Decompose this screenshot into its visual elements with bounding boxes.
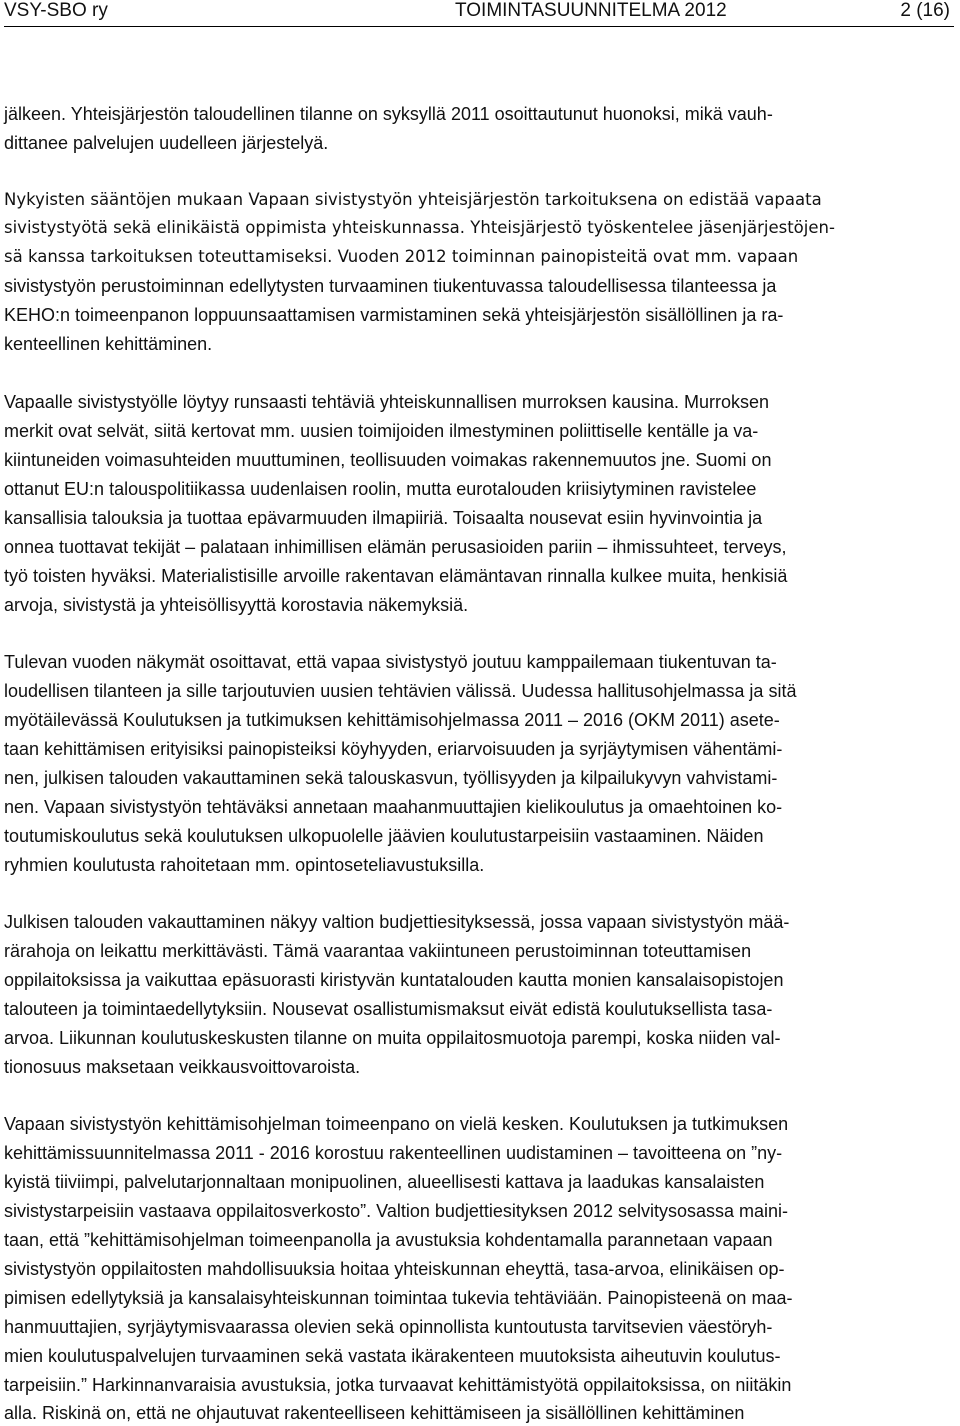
text-line: ottanut EU:n talouspolitiikassa uudenlaisen roolin, mutta eurotalouden kriisiytyminen ravistelee xyxy=(4,479,757,499)
text-line: Julkisen talouden vakauttaminen näkyy valtion budjettiesityksessä, jossa vapaan sivistystyön mää- xyxy=(4,912,790,932)
text-line: kenteellinen kehittäminen. xyxy=(4,334,213,354)
text-line: sivistystarpeisiin vastaava oppilaitosverkosto”. Valtion budjettiesityksen 2012 selvitysosassa maini- xyxy=(4,1201,789,1221)
text-line: sivistystyötä sekä elinikäistä oppimista yhteiskunnassa. Yhteisjärjestö työskentelee jäsenjärjestöjen- xyxy=(4,218,835,237)
text-line: Nykyisten sääntöjen mukaan Vapaan sivistystyön yhteisjärjestön tarkoituksena on edistää vapaata xyxy=(4,190,822,209)
text-line: dittanee palvelujen uudelleen järjestelyä. xyxy=(4,133,329,153)
text-line: sä kanssa tarkoituksen toteuttamiseksi. Vuoden 2012 toiminnan painopisteitä ovat mm. vapaan xyxy=(4,247,799,266)
text-line: rärahoja on leikattu merkittävästi. Tämä vaarantaa vakiintuneen perustoiminnan toteuttamisen xyxy=(4,941,752,961)
text-line: taan, että ”kehittämisohjelman toimeenpanolla ja avustuksia kohdentamalla parannetaan vapaan xyxy=(4,1230,773,1250)
text-line: taan kehittämisen erityisiksi painopisteiksi köyhyyden, eriarvoisuuden ja syrjäytymisen vähentämi- xyxy=(4,739,783,759)
text-line: tionosuus maksetaan veikkausvoittovaroista. xyxy=(4,1057,361,1077)
header-page-number: 2 (16) xyxy=(900,0,950,21)
text-line: mien koulutuspalvelujen turvaaminen sekä vastata ikärakenteen muutoksista aiheutuvin koulutus- xyxy=(4,1346,781,1366)
text-line: arvoja, sivistystä ja yhteisöllisyyttä korostavia näkemyksiä. xyxy=(4,595,469,615)
text-line: nen, julkisen talouden vakauttaminen sekä talouskasvun, työllisyyden ja kilpailukyvyn vahvistami- xyxy=(4,768,778,788)
header-organization: VSY-SBO ry xyxy=(4,0,108,21)
text-line: merkit ovat selvät, siitä kertovat mm. uusien toimijoiden ilmestyminen poliittiselle kentälle ja va- xyxy=(4,421,759,441)
text-line: Vapaalle sivistystyölle löytyy runsaasti tehtäviä yhteiskunnallisen murroksen kausina. Murroksen xyxy=(4,392,770,412)
text-line: Vapaan sivistystyön kehittämisohjelman toimeenpano on vielä kesken. Koulutuksen ja tutkimuksen xyxy=(4,1114,789,1134)
page-header xyxy=(4,0,954,27)
text-line: hanmuuttajien, syrjäytymisvaarassa olevien sekä opinnollista kuntoutusta tarvitsevien väestöryh- xyxy=(4,1317,773,1337)
text-line: kansallisia talouksia ja tuottaa epävarmuuden ilmapiiriä. Toisaalta nousevat esiin hyvinvointia ja xyxy=(4,508,763,528)
text-line: talouteen ja toimintaedellytyksiin. Nousevat osallistumismaksut eivät edistä koulutuksellista tasa- xyxy=(4,999,773,1019)
text-line: oppilaitoksissa ja vaikuttaa epäsuorasti kiristyvän kuntatalouden kautta monien kansalaisopistojen xyxy=(4,970,784,990)
text-line: jälkeen. Yhteisjärjestön taloudellinen tilanne on syksyllä 2011 osoittautunut huonoksi, mikä vauh- xyxy=(4,104,773,124)
text-line: arvoa. Liikunnan koulutuskeskusten tilanne on muita oppilaitosmuotoja parempi, koska niiden val- xyxy=(4,1028,781,1048)
header-document-title: TOIMINTASUUNNITELMA 2012 xyxy=(455,0,727,21)
text-line: nen. Vapaan sivistystyön tehtäväksi annetaan maahanmuuttajien kielikoulutus ja omaehtoinen ko- xyxy=(4,797,783,817)
text-line: kiintuneiden voimasuhteiden muuttuminen, teollisuuden voimakas rakennemuutos jne. Suomi on xyxy=(4,450,772,470)
text-line: kehittämissuunnitelmassa 2011 - 2016 korostuu rakenteellinen uudistaminen – tavoitteena on ”ny- xyxy=(4,1143,783,1163)
text-line: työ toisten hyväksi. Materialistisille arvoille rakentavan elämäntavan rinnalla kulkee muita, henkisiä xyxy=(4,566,788,586)
text-line: sivistystyön oppilaitosten mahdollisuuksia hoitaa yhteiskunnan eheyttä, tasa-arvoa, elinikäisen op- xyxy=(4,1259,785,1279)
text-line: pimisen edellytyksiä ja kansalaisyhteiskunnan toimintaa tukevia tehtäviään. Painopisteenä on maa- xyxy=(4,1288,793,1308)
text-line: tarpeisiin.” Harkinnanvaraisia avustuksia, jotka turvaavat kehittämistyötä oppilaitoksissa, on niitäkin xyxy=(4,1375,792,1395)
text-line: kyistä tiiviimpi, palvelutarjonnaltaan monipuolinen, alueellisesti kattava ja laadukas kansalaisten xyxy=(4,1172,765,1192)
text-line: toutumiskoulutus sekä koulutuksen ulkopuolelle jäävien koulutustarpeisiin vastaaminen. Näiden xyxy=(4,826,764,846)
text-line: ryhmien koulutusta rahoitetaan mm. opintoseteliavustuksilla. xyxy=(4,855,485,875)
text-line: alla. Riskinä on, että ne ohjautuvat rakenteelliseen kehittämiseen ja sisällöllinen kehittäminen xyxy=(4,1403,745,1423)
text-line: onnea tuottavat tekijät – palataan inhimillisen elämän perusasioiden pariin – ihmissuhteet, terveys, xyxy=(4,537,787,557)
text-line: myötäilevässä Koulutuksen ja tutkimuksen kehittämisohjelmassa 2011 – 2016 (OKM 2011) asete- xyxy=(4,710,780,730)
text-line: Tulevan vuoden näkymät osoittavat, että vapaa sivistystyö joutuu kamppailemaan tiukentuvan ta- xyxy=(4,652,777,672)
text-line: loudellisen tilanteen ja sille tarjoutuvien uusien tehtävien välissä. Uudessa hallitusohjelmassa ja sitä xyxy=(4,681,797,701)
text-line: KEHO:n toimeenpanon loppuunsaattamisen varmistaminen sekä yhteisjärjestön sisällöllinen ja ra- xyxy=(4,305,784,325)
text-line: sivistystyön perustoiminnan edellytysten turvaaminen tiukentuvassa taloudellisessa tilanteessa ja xyxy=(4,276,777,296)
